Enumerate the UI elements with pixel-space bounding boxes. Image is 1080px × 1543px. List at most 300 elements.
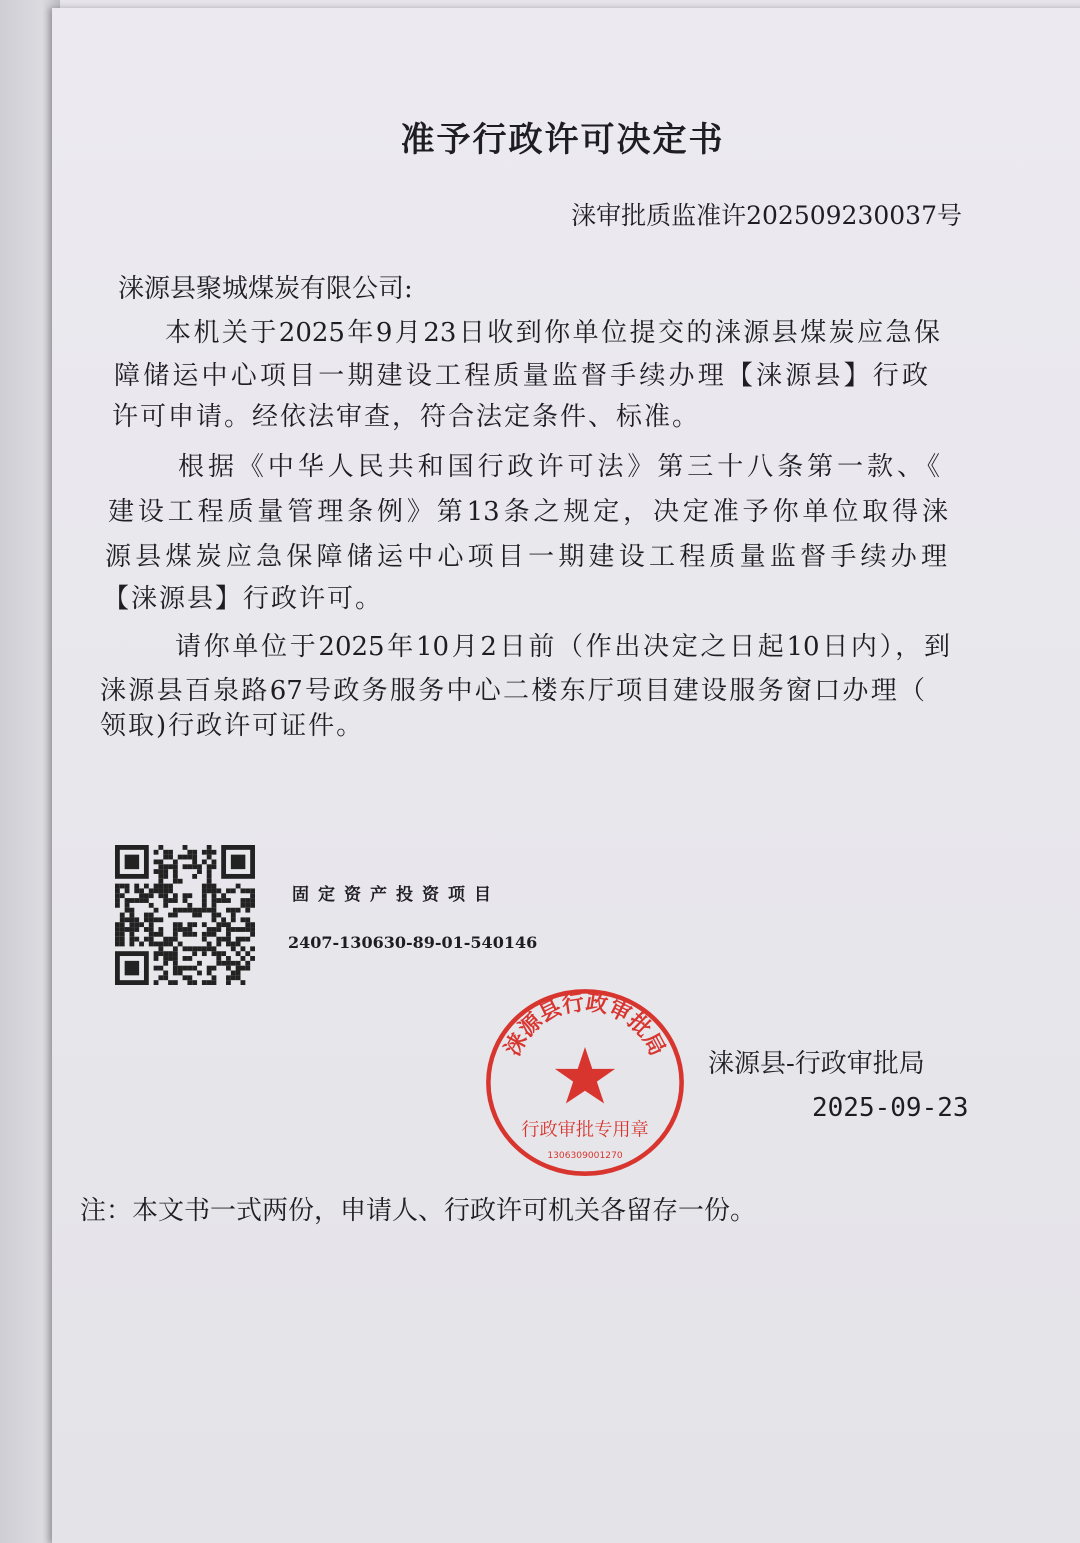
qr-module	[241, 898, 246, 903]
qr-module	[139, 893, 144, 898]
qr-module	[245, 937, 250, 942]
qr-code	[115, 845, 255, 985]
qr-module	[212, 932, 217, 937]
qr-module	[197, 908, 202, 913]
qr-module	[149, 922, 154, 927]
qr-module	[163, 956, 168, 961]
qr-module	[115, 927, 120, 932]
qr-module	[158, 888, 163, 893]
qr-module	[212, 975, 217, 980]
qr-module	[226, 937, 231, 942]
qr-module	[129, 942, 134, 947]
qr-module	[187, 980, 192, 985]
qr-module	[158, 869, 163, 874]
qr-module	[178, 966, 183, 971]
qr-module	[212, 908, 217, 913]
qr-module	[158, 975, 163, 980]
qr-module	[120, 937, 125, 942]
qr-module	[163, 975, 168, 980]
project-label: 固定资产投资项目	[292, 885, 500, 905]
qr-module	[187, 903, 192, 908]
qr-module	[202, 893, 207, 898]
qr-module	[192, 864, 197, 869]
qr-module	[173, 908, 178, 913]
qr-module	[212, 903, 217, 908]
qr-module	[202, 903, 207, 908]
qr-module	[178, 971, 183, 976]
qr-module	[129, 937, 134, 942]
qr-module	[129, 913, 134, 918]
qr-module	[134, 922, 139, 927]
qr-module	[241, 966, 246, 971]
qr-module	[202, 898, 207, 903]
qr-module	[158, 932, 163, 937]
qr-module	[187, 922, 192, 927]
seal-top-text: 涞源县行政审批局	[500, 990, 670, 1061]
qr-module	[183, 966, 188, 971]
qr-module	[168, 937, 173, 942]
qr-module	[187, 975, 192, 980]
qr-module	[178, 879, 183, 884]
qr-module	[212, 951, 217, 956]
qr-module	[154, 908, 159, 913]
qr-module	[187, 855, 192, 860]
qr-module	[207, 971, 212, 976]
body-line: 领取)行政许可证件。	[100, 711, 365, 741]
qr-module	[144, 884, 149, 889]
qr-module	[139, 888, 144, 893]
qr-module	[212, 893, 217, 898]
qr-module	[216, 961, 221, 966]
qr-module	[236, 975, 241, 980]
qr-module	[173, 859, 178, 864]
qr-module	[207, 980, 212, 985]
qr-module	[197, 864, 202, 869]
qr-module	[183, 864, 188, 869]
qr-module	[178, 927, 183, 932]
qr-module	[154, 859, 159, 864]
qr-module	[231, 971, 236, 976]
qr-module	[212, 917, 217, 922]
qr-module	[168, 850, 173, 855]
qr-module	[197, 869, 202, 874]
qr-module	[207, 864, 212, 869]
qr-module	[207, 855, 212, 860]
qr-module	[245, 908, 250, 913]
qr-module	[168, 855, 173, 860]
qr-module	[250, 903, 255, 908]
qr-module	[187, 864, 192, 869]
qr-module	[241, 903, 246, 908]
body-line: 源县煤炭应急保障储运中心项目一期建设工程质量监督手续办理	[105, 542, 947, 572]
qr-module	[154, 951, 159, 956]
qr-module	[120, 893, 125, 898]
body-line: 涞源县百泉路67号政务服务中心二楼东厅项目建设服务窗口办理（	[100, 676, 925, 706]
qr-module	[250, 932, 255, 937]
qr-module	[241, 946, 246, 951]
qr-finder	[231, 855, 245, 869]
qr-module	[250, 946, 255, 951]
qr-module	[149, 942, 154, 947]
qr-module	[192, 922, 197, 927]
qr-module	[163, 898, 168, 903]
qr-module	[173, 922, 178, 927]
qr-module	[212, 898, 217, 903]
qr-module	[125, 888, 130, 893]
qr-module	[149, 927, 154, 932]
qr-module	[163, 888, 168, 893]
qr-module	[139, 898, 144, 903]
qr-module	[216, 927, 221, 932]
qr-module	[212, 850, 217, 855]
qr-module	[120, 884, 125, 889]
qr-module	[207, 908, 212, 913]
document-number: 涞审批质监准许202509230037号	[571, 201, 962, 230]
qr-module	[202, 884, 207, 889]
qr-module	[221, 951, 226, 956]
qr-module	[154, 942, 159, 947]
qr-module	[144, 898, 149, 903]
qr-module	[134, 888, 139, 893]
qr-module	[226, 908, 231, 913]
qr-module	[154, 884, 159, 889]
body-line: 根据《中华人民共和国行政许可法》第三十八条第一款、《	[178, 452, 940, 482]
qr-module	[216, 942, 221, 947]
qr-module	[120, 942, 125, 947]
qr-module	[183, 946, 188, 951]
qr-module	[231, 908, 236, 913]
seal-serial: 1306309001270	[547, 1151, 623, 1162]
qr-module	[178, 942, 183, 947]
qr-module	[154, 980, 159, 985]
qr-module	[226, 956, 231, 961]
qr-module	[173, 971, 178, 976]
qr-module	[158, 879, 163, 884]
project-code: 2407-130630-89-01-540146	[288, 933, 538, 952]
qr-module	[226, 922, 231, 927]
qr-module	[192, 908, 197, 913]
qr-module	[149, 888, 154, 893]
qr-module	[245, 917, 250, 922]
qr-module	[216, 937, 221, 942]
qr-module	[115, 932, 120, 937]
qr-module	[192, 913, 197, 918]
qr-module	[154, 917, 159, 922]
qr-module	[149, 913, 154, 918]
qr-module	[236, 927, 241, 932]
qr-module	[134, 937, 139, 942]
qr-module	[173, 898, 178, 903]
qr-module	[212, 946, 217, 951]
qr-module	[221, 893, 226, 898]
qr-module	[154, 966, 159, 971]
qr-module	[158, 942, 163, 947]
qr-module	[212, 864, 217, 869]
qr-module	[158, 951, 163, 956]
qr-module	[221, 922, 226, 927]
qr-module	[154, 888, 159, 893]
qr-module	[207, 942, 212, 947]
qr-module	[173, 966, 178, 971]
qr-module	[197, 961, 202, 966]
qr-module	[139, 922, 144, 927]
qr-module	[168, 884, 173, 889]
qr-module	[158, 884, 163, 889]
qr-module	[115, 903, 120, 908]
qr-module	[187, 946, 192, 951]
qr-module	[202, 932, 207, 937]
body-line: 建设工程质量管理条例》第13条之规定，决定准予你单位取得涞	[108, 497, 948, 527]
qr-module	[192, 850, 197, 855]
qr-module	[236, 951, 241, 956]
qr-module	[120, 922, 125, 927]
qr-module	[168, 913, 173, 918]
qr-module	[212, 884, 217, 889]
qr-module	[226, 898, 231, 903]
qr-module	[134, 898, 139, 903]
qr-module	[125, 908, 130, 913]
qr-module	[149, 917, 154, 922]
qr-module	[245, 898, 250, 903]
qr-module	[115, 937, 120, 942]
qr-module	[245, 922, 250, 927]
qr-module	[202, 908, 207, 913]
qr-module	[236, 971, 241, 976]
qr-module	[197, 913, 202, 918]
qr-module	[231, 927, 236, 932]
qr-module	[187, 893, 192, 898]
qr-module	[216, 913, 221, 918]
qr-module	[163, 903, 168, 908]
qr-module	[158, 966, 163, 971]
qr-module	[192, 859, 197, 864]
qr-module	[231, 917, 236, 922]
qr-module	[129, 917, 134, 922]
qr-module	[187, 932, 192, 937]
qr-module	[134, 884, 139, 889]
qr-module	[241, 956, 246, 961]
qr-module	[192, 966, 197, 971]
qr-module	[245, 951, 250, 956]
qr-module	[183, 898, 188, 903]
qr-module	[173, 951, 178, 956]
qr-module	[236, 884, 241, 889]
qr-module	[144, 927, 149, 932]
qr-module	[173, 893, 178, 898]
qr-module	[207, 879, 212, 884]
qr-module	[144, 893, 149, 898]
qr-module	[216, 922, 221, 927]
qr-module	[125, 884, 130, 889]
qr-module	[158, 845, 163, 850]
qr-module	[149, 893, 154, 898]
qr-module	[212, 980, 217, 985]
qr-module	[168, 898, 173, 903]
qr-module	[173, 864, 178, 869]
body-line: 请你单位于2025年10月2日前（作出决定之日起10日内），到	[175, 632, 950, 662]
qr-module	[192, 932, 197, 937]
qr-module	[120, 913, 125, 918]
qr-module	[178, 908, 183, 913]
qr-module	[163, 884, 168, 889]
qr-module	[212, 927, 217, 932]
qr-module	[139, 942, 144, 947]
qr-module	[192, 946, 197, 951]
qr-module	[173, 980, 178, 985]
qr-module	[231, 888, 236, 893]
qr-module	[187, 956, 192, 961]
qr-module	[245, 927, 250, 932]
qr-module	[226, 927, 231, 932]
qr-module	[245, 903, 250, 908]
qr-module	[221, 898, 226, 903]
qr-module	[154, 956, 159, 961]
qr-module	[241, 888, 246, 893]
qr-module	[144, 937, 149, 942]
qr-module	[250, 893, 255, 898]
qr-finder	[125, 961, 139, 975]
qr-module	[129, 898, 134, 903]
qr-module	[207, 888, 212, 893]
qr-module	[207, 874, 212, 879]
qr-module	[115, 888, 120, 893]
qr-module	[236, 961, 241, 966]
qr-module	[173, 874, 178, 879]
qr-module	[168, 980, 173, 985]
qr-module	[163, 937, 168, 942]
issue-date: 2025-09-23	[812, 1093, 969, 1123]
qr-module	[187, 908, 192, 913]
qr-module	[212, 913, 217, 918]
qr-module	[154, 932, 159, 937]
qr-module	[187, 850, 192, 855]
qr-module	[207, 946, 212, 951]
qr-module	[149, 903, 154, 908]
qr-module	[192, 874, 197, 879]
qr-module	[163, 874, 168, 879]
qr-module	[158, 917, 163, 922]
qr-module	[129, 927, 134, 932]
qr-module	[173, 869, 178, 874]
qr-module	[183, 893, 188, 898]
qr-module	[129, 932, 134, 937]
qr-module	[178, 855, 183, 860]
underlying-page-edge	[0, 0, 60, 1543]
qr-module	[158, 946, 163, 951]
qr-module	[173, 961, 178, 966]
qr-module	[207, 932, 212, 937]
qr-module	[221, 961, 226, 966]
qr-module	[168, 888, 173, 893]
seal-bottom-text: 行政审批专用章	[521, 1119, 649, 1141]
qr-module	[207, 869, 212, 874]
qr-module	[163, 869, 168, 874]
qr-module	[115, 942, 120, 947]
qr-module	[173, 956, 178, 961]
qr-module	[250, 956, 255, 961]
qr-module	[163, 942, 168, 947]
qr-module	[231, 942, 236, 947]
qr-module	[192, 855, 197, 860]
qr-module	[173, 946, 178, 951]
official-seal	[480, 985, 690, 1181]
qr-module	[226, 966, 231, 971]
qr-module	[173, 927, 178, 932]
qr-module	[216, 898, 221, 903]
qr-module	[226, 980, 231, 985]
qr-module	[125, 927, 130, 932]
qr-module	[163, 971, 168, 976]
qr-module	[173, 937, 178, 942]
qr-finder	[125, 855, 139, 869]
qr-module	[158, 859, 163, 864]
qr-module	[129, 922, 134, 927]
qr-module	[154, 850, 159, 855]
document-title: 准予行政许可决定书	[400, 120, 725, 160]
qr-module	[187, 966, 192, 971]
qr-module	[192, 980, 197, 985]
qr-module	[202, 850, 207, 855]
qr-module	[183, 908, 188, 913]
qr-module	[163, 893, 168, 898]
body-line: 【涞源县】行政许可。	[103, 584, 384, 614]
qr-module	[212, 966, 217, 971]
document-page	[52, 8, 1080, 1543]
qr-module	[202, 922, 207, 927]
qr-module	[125, 917, 130, 922]
qr-module	[125, 898, 130, 903]
qr-module	[115, 922, 120, 927]
qr-module	[168, 956, 173, 961]
qr-module	[236, 942, 241, 947]
qr-module	[250, 898, 255, 903]
issuer-name: 涞源县-行政审批局	[708, 1049, 925, 1079]
qr-module	[216, 956, 221, 961]
qr-module	[183, 845, 188, 850]
body-line: 本机关于2025年9月23日收到你单位提交的涞源县煤炭应急保	[165, 318, 940, 348]
qr-module	[241, 927, 246, 932]
qr-module	[149, 932, 154, 937]
qr-module	[154, 869, 159, 874]
qr-module	[226, 888, 231, 893]
qr-module	[115, 884, 120, 889]
qr-module	[226, 975, 231, 980]
qr-module	[134, 927, 139, 932]
qr-module	[202, 946, 207, 951]
qr-module	[183, 956, 188, 961]
qr-module	[221, 917, 226, 922]
body-line: 障储运中心项目一期建设工程质量监督手续办理【涞源县】行政	[114, 361, 928, 391]
qr-module	[158, 874, 163, 879]
qr-module	[163, 951, 168, 956]
qr-module	[125, 903, 130, 908]
qr-module	[134, 917, 139, 922]
qr-module	[250, 927, 255, 932]
qr-module	[192, 951, 197, 956]
qr-module	[197, 971, 202, 976]
qr-module	[207, 966, 212, 971]
qr-module	[183, 932, 188, 937]
qr-module	[144, 913, 149, 918]
qr-module	[158, 864, 163, 869]
qr-module	[158, 893, 163, 898]
qr-module	[173, 879, 178, 884]
qr-module	[250, 922, 255, 927]
body-line: 许可申请。经依法审查，符合法定条件、标准。	[112, 402, 701, 432]
qr-module	[202, 980, 207, 985]
qr-module	[158, 927, 163, 932]
recipient: 涞源县聚城煤炭有限公司:	[118, 274, 413, 304]
